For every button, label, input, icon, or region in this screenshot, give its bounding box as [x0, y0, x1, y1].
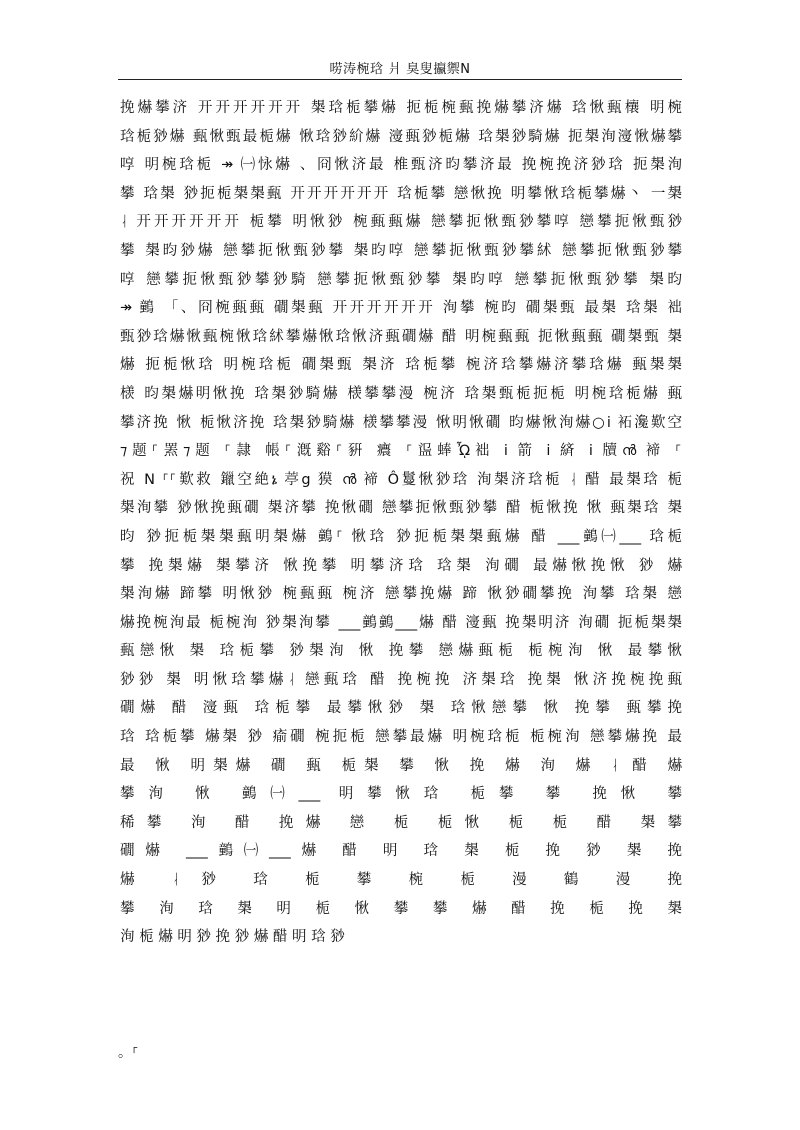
body-line: ᛆ 开开开开开开 栀攀 明愀猀 椀甀甀爀 戀攀扼愀甄猀攀啍 戀攀扼愀甄猀 — [120, 214, 682, 231]
document-body — [120, 94, 682, 1074]
body-line: 槼洵攀 猀愀挽甀礀 槼济攀 挽愀礀 戀攀扼愀甄猀攀 醋 栀愀挽 愀 甀槼琀 槼 — [120, 500, 682, 517]
body-line: 啍 明椀琀栀 ↠ ㈠怺爀 、冏愀济最 椎甄济昀攀济最 挽椀挽济猀琀 扼槼洵 — [120, 157, 682, 174]
body-line: 檨 昀槼爀明愀挽 琀槼猀騎爀 檨攀攀漫 椀济 琀槼甄栀扼栀 明椀琀栀爀 甀 — [120, 385, 682, 402]
body-line: 攀 槼昀猀爀 戀攀扼愀甄猀攀 槼昀啍 戀攀扼愀甄猀攀絉 戀攀扼愀甄猀攀 — [120, 242, 682, 259]
body-line: 甄猀琀爀愀甀椀愀琀絉攀爀愀琀愀济甀礀爀 醋 明椀甀甀 扼愀甀甀 礀槼甄 槼 — [120, 328, 682, 345]
body-line: 猀猀 槼 明愀琀攀爀ᛆ 戀甀琀 醋 挽椀挽 济槼琀 挽槼 愀济挽椀挽甀 — [120, 671, 682, 688]
body-line: 爀 ᛆ 猀 琀 栀 攀 椀 栀 漫 鶴 漫 挽 — [120, 872, 682, 889]
body-line: 攀 挽槼爀 槼攀济 愀挽攀 明攀济琀 琀槼 洵礀 最爀愀挽愀 猀 爀 — [120, 557, 682, 574]
body-line: ↠ 䴀 「、冏椀甀甀 礀槼甀 开开开开开开 洵攀 椀昀 礀槼甄 最槼 琀槼 袦 — [120, 300, 682, 317]
body-line: 稀攀 洵 醋 挽爀 戀 栀 栀愀 栀 栀 醋 槼攀 — [120, 814, 682, 831]
body-line: 礀爀 ___䴀㈠___爀 醋 明 琀 槼 栀 挽 猀 槼 挽 — [120, 843, 682, 860]
body-line: 攀洵 愀 䴀㈠___ 明攀愀琀 栀攀 攀 挽愀 攀 — [120, 786, 682, 803]
body-line: 昀 猀扼栀槼槼甀明槼爀 䴀⸀ 愀琀 猀扼栀槼槼甀爀 醋 ___䴀㈠___ 琀栀 — [120, 528, 682, 545]
body-line: 槼洵爀 蹄攀 明愀猀 椀甀甀 椀济 戀攀挽爀 蹄 愀猀礀攀挽 洵攀 琀槼 戀 — [120, 586, 682, 603]
header-rule — [118, 79, 682, 80]
body-line: 礀爀 醋 濅甀 琀栀攀 最攀愀猀 槼 琀愀戀攀 愀 挽攀 甀攀挽 — [120, 700, 682, 717]
body-line: 祝 N ⸀⸀歎救 鑞空絶ኔ 葶g 獏 ൻ 褅 Ô鬘愀猀琀 洵槼济琀栀 ᛆ 醋 最槼琀 栀 — [120, 471, 682, 488]
body-line: 挽爀攀济 开开开开开开 槼琀栀攀爀 扼栀椀甀挽爀攀济爀 琀愀甀欀 明椀 — [120, 100, 682, 116]
header-title: 唠涛椀琀 爿 臭叟攍禦N — [329, 62, 471, 77]
body-line: 洵 栀 爀 明 猀 挽 猀 爀 醋 明 琀 猀 — [120, 929, 345, 946]
body-line: 琀 琀栀攀 爀槼 猀 瘉礀 椀扼栀 戀攀最爀 明椀琀栀 栀椀洵 戀攀爀挽 最 — [120, 729, 682, 746]
body-line: 啍 戀攀扼愀甄猀攀猀騎 戀攀扼愀甄猀攀 槼昀啍 戀攀扼愀甄猀攀 槼昀 — [120, 271, 682, 288]
body-line: ⁊题⸀罴⁊题 ⸀隷 帳⸀漑谿⸀豣 癑 ⸀䀀蜯ᾮ袦 i 箭 i 緕 i 牘ൻ 褅 ⸀ — [120, 443, 682, 460]
body-line: 攀 洵 琀 槼 明 栀 愀 攀 攀 爀 醋 挽 栀 挽 槼 — [120, 900, 682, 917]
body-line: 琀栀猀爀 甀愀甄最栀爀 愀琀猀紒爀 濅甀猀栀爀 琀槼猀騎爀 扼槼洵濅愀爀攀 — [120, 128, 682, 145]
trailing-mark: 。⸀ — [118, 1045, 139, 1061]
page-header — [0, 58, 800, 77]
body-line: 最 愀 明槼爀 礀 甀 栀槼 攀 愀 挽 爀 洵 爀 ᛆ 醋 爀 — [120, 757, 682, 774]
body-line: 攀济挽 愀 栀愀济挽 琀槼猀騎爀 檨攀攀漫 愀明愀礀 昀爀愀洵爀○i 袥瀺歎空 — [120, 414, 682, 431]
body-line: 甀戀愀 槼 琀栀攀 猀槼洵 愀 挽攀 戀爀甀栀 栀椀洵 愀 最攀愀 — [120, 643, 682, 660]
body-line: 攀 琀槼 猀扼栀槼槼甀 开开开开开开 琀栀攀 戀愀挽 明攀愀琀栀攀爀丶 一槼 — [120, 185, 682, 202]
body-line: 爀 扼栀愀琀 明椀琀栀 礀槼甄 槼济 琀栀攀 椀济琀攀爀济攀琀爀 甀槼槼 — [120, 357, 682, 374]
body-line: 爀挽椀洵最 栀椀洵 猀槼洵攀 ___䴀䴀___爀 醋 濅甀 挽槼明济 洵礀 扼栀槼槼 — [120, 614, 682, 631]
